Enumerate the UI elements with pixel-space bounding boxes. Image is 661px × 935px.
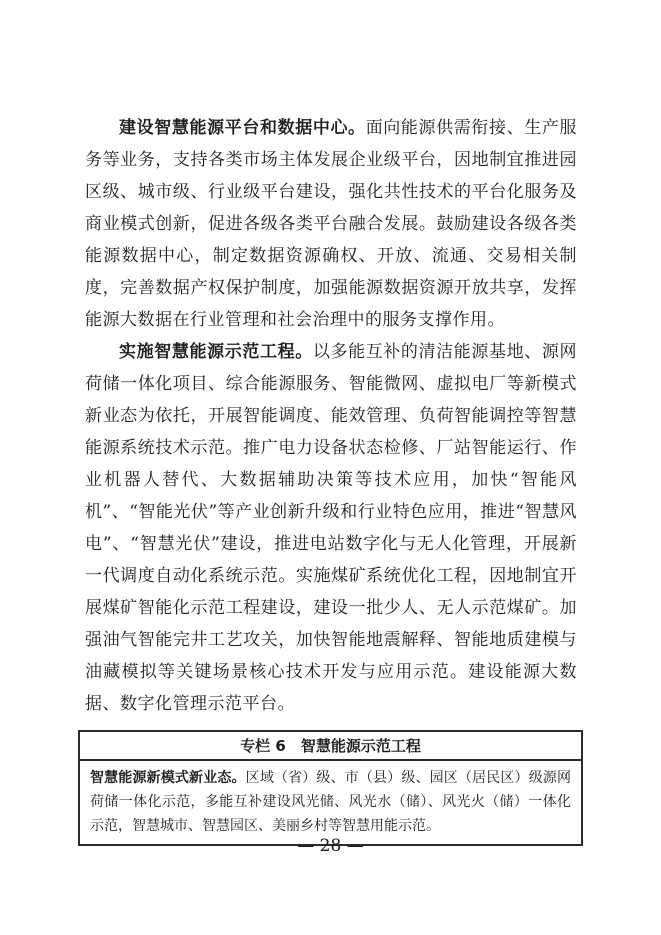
- paragraph-lead: 实施智慧能源示范工程。: [119, 342, 313, 362]
- callout-box-title: 专栏 6 智慧能源示范工程: [80, 732, 581, 761]
- document-content: [85, 112, 577, 846]
- callout-box: [78, 730, 583, 846]
- paragraph-text: 面向能源供需衔接、生产服务等业务，支持各类市场主体发展企业级平台，因地制宜推进园区级、城市级、行业级平台建设，强化共性技术的平台化服务及商业模式创新，促进各级各类平台融合发展。鼓励建设各级各类能源数据中心，制定数据资源确权、开放、流通、交易相关制度，完善数据产权保护制度，加强能源数据资源开放共享，发挥能源大数据在行业管理和社会治理中的服务支撑作用。: [85, 118, 578, 330]
- paragraph-smart-energy-platform: [85, 112, 577, 336]
- callout-box-text: 区域（省）级、市（县）级、园区（居民区）级源网荷储一体化示范，多能互补建设风光储、风光水（储）、风光火（储）一体化示范，智慧城市、智慧园区、美丽乡村等智慧用能示范。: [90, 770, 572, 834]
- paragraph-demo-project: [85, 336, 577, 720]
- page-number: — 28 —: [297, 836, 364, 856]
- callout-box-lead: 智慧能源新模式新业态。: [90, 770, 246, 786]
- paragraph-lead: 建设智慧能源平台和数据中心。: [119, 118, 366, 138]
- callout-box-body: [80, 761, 581, 844]
- paragraph-text: 以多能互补的清洁能源基地、源网荷储一体化项目、综合能源服务、智能微网、虚拟电厂等新模式新业态为依托，开展智能调度、能效管理、负荷智能调控等智慧能源系统技术示范。推广电力设备状态检修、厂站智能运行、作业机器人替代、大数据辅助决策等技术应用，加快“智能风机”、“智能光伏”等产业创新升级和行业特色应用，推进“智慧风电”、“智慧光伏”建设，推进电站数字化与无人化管理，开展新一代调度自动化系统示范。实施煤矿系统优化工程，因地制宜开展煤矿智能化示范工程建设，建设一批少人、无人示范煤矿。加强油气智能完井工艺攻关，加快智能地震解释、智能地质建模与油藏模拟等关键场景核心技术开发与应用示范。建设能源大数据、数字化管理示范平台。: [85, 342, 578, 714]
